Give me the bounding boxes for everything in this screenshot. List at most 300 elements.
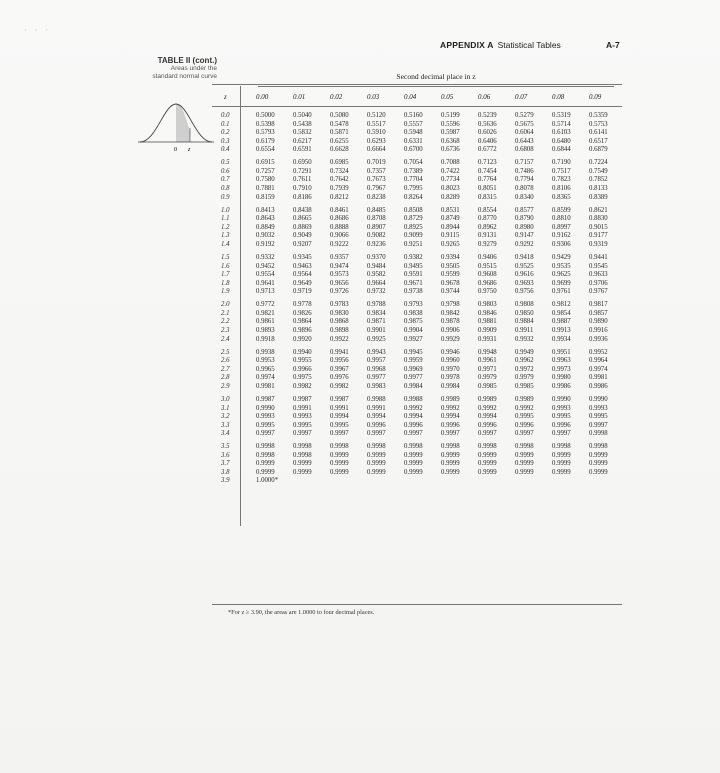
area-value: 0.9999 (256, 460, 275, 468)
z-value: 0.2 (221, 129, 230, 137)
area-value: 0.9985 (515, 382, 534, 390)
area-value: 0.9861 (256, 318, 275, 326)
z-value: 1.6 (221, 262, 230, 270)
header-rule (212, 106, 622, 107)
area-value: 0.9868 (330, 318, 349, 326)
bottom-rule (212, 604, 622, 605)
column-spanner: Second decimal place in z (396, 72, 476, 81)
area-value: 0.7422 (441, 167, 460, 175)
area-value: 0.9940 (293, 348, 312, 356)
page-number: A-7 (606, 40, 620, 50)
area-value: 0.9998 (441, 443, 460, 451)
area-value: 0.9999 (515, 460, 534, 468)
area-value: 0.9515 (478, 262, 497, 270)
area-value: 0.9999 (589, 468, 608, 476)
area-value: 0.6664 (367, 146, 386, 154)
area-value: 0.6950 (293, 159, 312, 167)
area-value: 0.7517 (552, 167, 571, 175)
area-value: 0.9099 (404, 232, 423, 240)
z-value: 2.8 (221, 374, 230, 382)
table-row (212, 241, 622, 250)
area-value: 0.7794 (515, 176, 534, 184)
area-value: 0.8729 (404, 215, 423, 223)
area-value: 0.8599 (552, 206, 571, 214)
area-value: 0.9998 (589, 443, 608, 451)
area-value: 0.9997 (515, 430, 534, 438)
area-value: 0.8962 (478, 223, 497, 231)
area-value: 0.8051 (478, 184, 497, 192)
area-value: 0.8621 (589, 206, 608, 214)
area-value: 0.9997 (552, 430, 571, 438)
area-value: 0.9744 (441, 288, 460, 296)
table-row (212, 176, 622, 185)
z-value: 0.5 (221, 159, 230, 167)
area-value: 0.9989 (441, 395, 460, 403)
z-value: 0.1 (221, 120, 230, 128)
area-value: 0.9265 (441, 240, 460, 248)
area-value: 0.7881 (256, 184, 275, 192)
z-value: 1.0 (221, 206, 230, 214)
area-value: 0.5910 (367, 129, 386, 137)
area-value: 0.8106 (552, 184, 571, 192)
area-value: 0.6736 (441, 146, 460, 154)
area-value: 0.7910 (293, 184, 312, 192)
area-value: 0.7939 (330, 184, 349, 192)
area-value: 0.9998 (515, 443, 534, 451)
area-value: 0.9946 (441, 348, 460, 356)
area-value: 0.7389 (404, 167, 423, 175)
area-value: 0.9633 (589, 271, 608, 279)
area-value: 0.6517 (589, 137, 608, 145)
area-value: 0.9857 (589, 309, 608, 317)
area-value: 0.9394 (441, 253, 460, 261)
z-value: 2.1 (221, 309, 230, 317)
area-value: 0.9484 (367, 262, 386, 270)
table-row (212, 168, 622, 177)
area-value: 0.9995 (256, 421, 275, 429)
area-value: 0.9980 (552, 374, 571, 382)
area-value: 0.9452 (256, 262, 275, 270)
area-value: 0.9999 (441, 451, 460, 459)
column-headers (248, 93, 620, 103)
area-value: 0.9999 (404, 451, 423, 459)
area-value: 0.7580 (256, 176, 275, 184)
area-value: 0.9830 (330, 309, 349, 317)
area-value: 0.9986 (589, 382, 608, 390)
area-value: 0.9998 (589, 430, 608, 438)
area-value: 0.5793 (256, 129, 275, 137)
area-value: 0.5000 (256, 112, 275, 119)
area-value: 0.9999 (293, 468, 312, 476)
table-row (212, 452, 622, 461)
area-value: 0.6844 (552, 146, 571, 154)
area-value: 0.9066 (330, 232, 349, 240)
z-table (212, 112, 622, 486)
area-value: 0.8997 (552, 223, 571, 231)
area-value: 0.9991 (293, 404, 312, 412)
area-value: 0.9049 (293, 232, 312, 240)
area-value: 0.9826 (293, 309, 312, 317)
area-value: 0.9999 (589, 460, 608, 468)
z-value: 3.8 (221, 468, 230, 476)
area-value: 0.7224 (589, 159, 608, 167)
area-value: 0.9177 (589, 232, 608, 240)
area-value: 0.9998 (256, 443, 275, 451)
table-row (212, 207, 622, 216)
area-value: 0.5239 (478, 112, 497, 119)
area-value: 0.9920 (293, 335, 312, 343)
area-value: 0.9850 (515, 309, 534, 317)
area-value: 0.8238 (367, 193, 386, 201)
table-row (212, 288, 622, 297)
area-value: 0.6179 (256, 137, 275, 145)
area-value: 0.9961 (478, 357, 497, 365)
area-value: 0.9988 (404, 395, 423, 403)
z-value: 2.5 (221, 348, 230, 356)
area-value: 0.9750 (478, 288, 497, 296)
area-value: 0.5948 (404, 129, 423, 137)
area-value: 0.7995 (404, 184, 423, 192)
area-value: 0.9898 (330, 326, 349, 334)
area-value: 0.9999 (404, 460, 423, 468)
area-value: 0.9686 (478, 279, 497, 287)
z-value: 2.3 (221, 326, 230, 334)
table-row (212, 460, 622, 469)
area-value: 0.9904 (404, 326, 423, 334)
column-header: 0.09 (589, 93, 602, 101)
area-value: 0.9957 (367, 357, 386, 365)
area-value: 0.9966 (293, 365, 312, 373)
area-value: 0.9906 (441, 326, 460, 334)
area-value: 0.9979 (478, 374, 497, 382)
area-value: 0.7054 (404, 159, 423, 167)
column-header: 0.05 (441, 93, 454, 101)
area-value: 0.8340 (515, 193, 534, 201)
area-value: 0.7704 (404, 176, 423, 184)
area-value: 0.8413 (256, 206, 275, 214)
table-row (212, 271, 622, 280)
area-value: 0.9996 (552, 421, 571, 429)
area-value: 0.9406 (478, 253, 497, 261)
z-value: 2.6 (221, 357, 230, 365)
area-value: 0.9999 (441, 468, 460, 476)
area-value: 0.9306 (552, 240, 571, 248)
area-value: 0.9292 (515, 240, 534, 248)
table-row (212, 224, 622, 233)
running-head (440, 40, 685, 50)
area-value: 0.9996 (478, 421, 497, 429)
area-value: 0.9808 (515, 301, 534, 309)
area-value: 0.9641 (256, 279, 275, 287)
area-value: 0.9429 (552, 253, 571, 261)
table-row (212, 422, 622, 431)
area-value: 0.9951 (552, 348, 571, 356)
area-value: 0.9984 (441, 382, 460, 390)
area-value: 0.8790 (515, 215, 534, 223)
area-value: 0.9756 (515, 288, 534, 296)
area-value: 0.9999 (589, 451, 608, 459)
area-value: 0.9997 (478, 430, 497, 438)
area-value: 0.5517 (367, 120, 386, 128)
area-value: 0.5120 (367, 112, 386, 119)
area-value: 0.6985 (330, 159, 349, 167)
area-value: 0.9995 (589, 413, 608, 421)
area-value: 0.9871 (367, 318, 386, 326)
column-header: 0.01 (293, 93, 306, 101)
area-value: 0.9732 (367, 288, 386, 296)
z-value: 2.0 (221, 301, 230, 309)
area-value: 0.9984 (404, 382, 423, 390)
area-value: 0.9936 (589, 335, 608, 343)
area-value: 0.9345 (293, 253, 312, 261)
area-value: 0.9994 (404, 413, 423, 421)
area-value: 0.9997 (293, 430, 312, 438)
area-value: 0.8133 (589, 184, 608, 192)
area-value: 1.0000* (256, 477, 279, 485)
area-value: 0.9994 (367, 413, 386, 421)
area-value: 0.9821 (256, 309, 275, 317)
area-value: 0.9817 (589, 301, 608, 309)
area-value: 0.9948 (478, 348, 497, 356)
area-value: 0.9778 (293, 301, 312, 309)
area-value: 0.7357 (367, 167, 386, 175)
area-value: 0.9999 (478, 451, 497, 459)
area-value: 0.9838 (404, 309, 423, 317)
z-value: 1.2 (221, 223, 230, 231)
area-value: 0.9463 (293, 262, 312, 270)
area-value: 0.5753 (589, 120, 608, 128)
area-value: 0.9973 (552, 365, 571, 373)
area-value: 0.7324 (330, 167, 349, 175)
area-value: 0.9953 (256, 357, 275, 365)
area-value: 0.9938 (256, 348, 275, 356)
area-value: 0.8665 (293, 215, 312, 223)
area-value: 0.8810 (552, 215, 571, 223)
area-value: 0.8944 (441, 223, 460, 231)
area-value: 0.5160 (404, 112, 423, 119)
area-value: 0.8643 (256, 215, 275, 223)
area-value: 0.9162 (552, 232, 571, 240)
area-value: 0.5199 (441, 112, 460, 119)
area-value: 0.9989 (515, 395, 534, 403)
area-value: 0.9995 (515, 413, 534, 421)
area-value: 0.8708 (367, 215, 386, 223)
z-value: 3.4 (221, 430, 230, 438)
table-row (212, 301, 622, 310)
table-row (212, 280, 622, 289)
z-value: 3.7 (221, 460, 230, 468)
area-value: 0.9925 (367, 335, 386, 343)
top-rule (212, 84, 622, 85)
table-row (212, 185, 622, 194)
area-value: 0.8554 (478, 206, 497, 214)
area-value: 0.9999 (330, 460, 349, 468)
area-value: 0.9929 (441, 335, 460, 343)
area-value: 0.9977 (367, 374, 386, 382)
area-value: 0.9474 (330, 262, 349, 270)
area-value: 0.9990 (256, 404, 275, 412)
area-value: 0.9798 (441, 301, 460, 309)
area-value: 0.9649 (293, 279, 312, 287)
area-value: 0.7734 (441, 176, 460, 184)
area-value: 0.9993 (293, 413, 312, 421)
area-value: 0.8438 (293, 206, 312, 214)
area-value: 0.6141 (589, 129, 608, 137)
area-value: 0.9964 (589, 357, 608, 365)
area-value: 0.9890 (589, 318, 608, 326)
area-value: 0.7764 (478, 176, 497, 184)
z-value: 2.2 (221, 318, 230, 326)
z-value: 2.9 (221, 382, 230, 390)
area-value: 0.9979 (515, 374, 534, 382)
table-row (212, 310, 622, 319)
area-value: 0.9441 (589, 253, 608, 261)
area-value: 0.9993 (256, 413, 275, 421)
area-value: 0.5714 (552, 120, 571, 128)
z-value: 1.3 (221, 232, 230, 240)
area-value: 0.9972 (515, 365, 534, 373)
area-value: 0.6772 (478, 146, 497, 154)
area-value: 0.6443 (515, 137, 534, 145)
area-value: 0.9913 (552, 326, 571, 334)
area-value: 0.8212 (330, 193, 349, 201)
area-value: 0.9922 (330, 335, 349, 343)
area-value: 0.9573 (330, 271, 349, 279)
area-value: 0.6064 (515, 129, 534, 137)
area-value: 0.9992 (404, 404, 423, 412)
area-value: 0.7157 (515, 159, 534, 167)
area-value: 0.9968 (367, 365, 386, 373)
area-value: 0.5398 (256, 120, 275, 128)
area-value: 0.8770 (478, 215, 497, 223)
area-value: 0.9987 (293, 395, 312, 403)
area-value: 0.9909 (478, 326, 497, 334)
area-value: 0.6554 (256, 146, 275, 154)
z-value: 3.5 (221, 443, 230, 451)
area-value: 0.9991 (330, 404, 349, 412)
table-row (212, 254, 622, 263)
area-value: 0.7257 (256, 167, 275, 175)
area-value: 0.9608 (478, 271, 497, 279)
area-value: 0.9599 (441, 271, 460, 279)
area-value: 0.9535 (552, 262, 571, 270)
area-value: 0.5040 (293, 112, 312, 119)
area-value: 0.9997 (589, 421, 608, 429)
area-value: 0.9881 (478, 318, 497, 326)
area-value: 0.9991 (367, 404, 386, 412)
area-value: 0.9997 (330, 430, 349, 438)
area-value: 0.7123 (478, 159, 497, 167)
area-value: 0.7823 (552, 176, 571, 184)
area-value: 0.9999 (330, 468, 349, 476)
area-value: 0.9997 (367, 430, 386, 438)
area-value: 0.9970 (441, 365, 460, 373)
area-value: 0.8365 (552, 193, 571, 201)
table-row (212, 443, 622, 452)
area-value: 0.9319 (589, 240, 608, 248)
area-value: 0.9999 (367, 451, 386, 459)
table-row (212, 469, 622, 478)
area-value: 0.8389 (589, 193, 608, 201)
area-value: 0.9564 (293, 271, 312, 279)
area-value: 0.5871 (330, 129, 349, 137)
area-value: 0.9418 (515, 253, 534, 261)
area-value: 0.9931 (478, 335, 497, 343)
caption-line-2: standard normal curve (152, 73, 217, 80)
area-value: 0.5359 (589, 112, 608, 119)
area-value: 0.9842 (441, 309, 460, 317)
area-value: 0.9999 (441, 460, 460, 468)
area-value: 0.7852 (589, 176, 608, 184)
z-value: 0.9 (221, 193, 230, 201)
z-value: 3.0 (221, 395, 230, 403)
area-value: 0.9976 (330, 374, 349, 382)
area-value: 0.9664 (367, 279, 386, 287)
table-row (212, 138, 622, 147)
area-value: 0.9772 (256, 301, 275, 309)
area-value: 0.9997 (404, 430, 423, 438)
area-value: 0.9932 (515, 335, 534, 343)
table-row (212, 112, 622, 121)
table-row (212, 159, 622, 168)
area-value: 0.9671 (404, 279, 423, 287)
area-value: 0.9969 (404, 365, 423, 373)
appendix-subtitle: Statistical Tables (497, 40, 561, 50)
area-value: 0.8577 (515, 206, 534, 214)
area-value: 0.6331 (404, 137, 423, 145)
area-value: 0.9994 (330, 413, 349, 421)
area-value: 0.9952 (589, 348, 608, 356)
table-footnote: *For z ≥ 3.90, the areas are 1.0000 to four decimal places. (228, 609, 375, 616)
area-value: 0.9988 (367, 395, 386, 403)
area-value: 0.8907 (367, 223, 386, 231)
area-value: 0.9251 (404, 240, 423, 248)
area-value: 0.9864 (293, 318, 312, 326)
table-row (212, 327, 622, 336)
table-row (212, 357, 622, 366)
area-value: 0.9999 (552, 460, 571, 468)
area-value: 0.9370 (367, 253, 386, 261)
area-value: 0.9656 (330, 279, 349, 287)
area-value: 0.9332 (256, 253, 275, 261)
area-value: 0.7642 (330, 176, 349, 184)
area-value: 0.6700 (404, 146, 423, 154)
area-value: 0.9901 (367, 326, 386, 334)
area-value: 0.9015 (589, 223, 608, 231)
area-value: 0.9945 (404, 348, 423, 356)
area-value: 0.9999 (367, 460, 386, 468)
area-value: 0.9999 (367, 468, 386, 476)
area-value: 0.6217 (293, 137, 312, 145)
table-row (212, 215, 622, 224)
column-header: 0.08 (552, 93, 565, 101)
area-value: 0.9955 (293, 357, 312, 365)
area-value: 0.9996 (404, 421, 423, 429)
area-value: 0.9495 (404, 262, 423, 270)
area-value: 0.9999 (515, 468, 534, 476)
area-value: 0.9887 (552, 318, 571, 326)
area-value: 0.6879 (589, 146, 608, 154)
area-value: 0.9994 (441, 413, 460, 421)
area-value: 0.9699 (552, 279, 571, 287)
area-value: 0.6808 (515, 146, 534, 154)
area-value: 0.8159 (256, 193, 275, 201)
area-value: 0.9783 (330, 301, 349, 309)
area-value: 0.8686 (330, 215, 349, 223)
area-value: 0.9999 (515, 451, 534, 459)
area-value: 0.9878 (441, 318, 460, 326)
table-row (212, 396, 622, 405)
